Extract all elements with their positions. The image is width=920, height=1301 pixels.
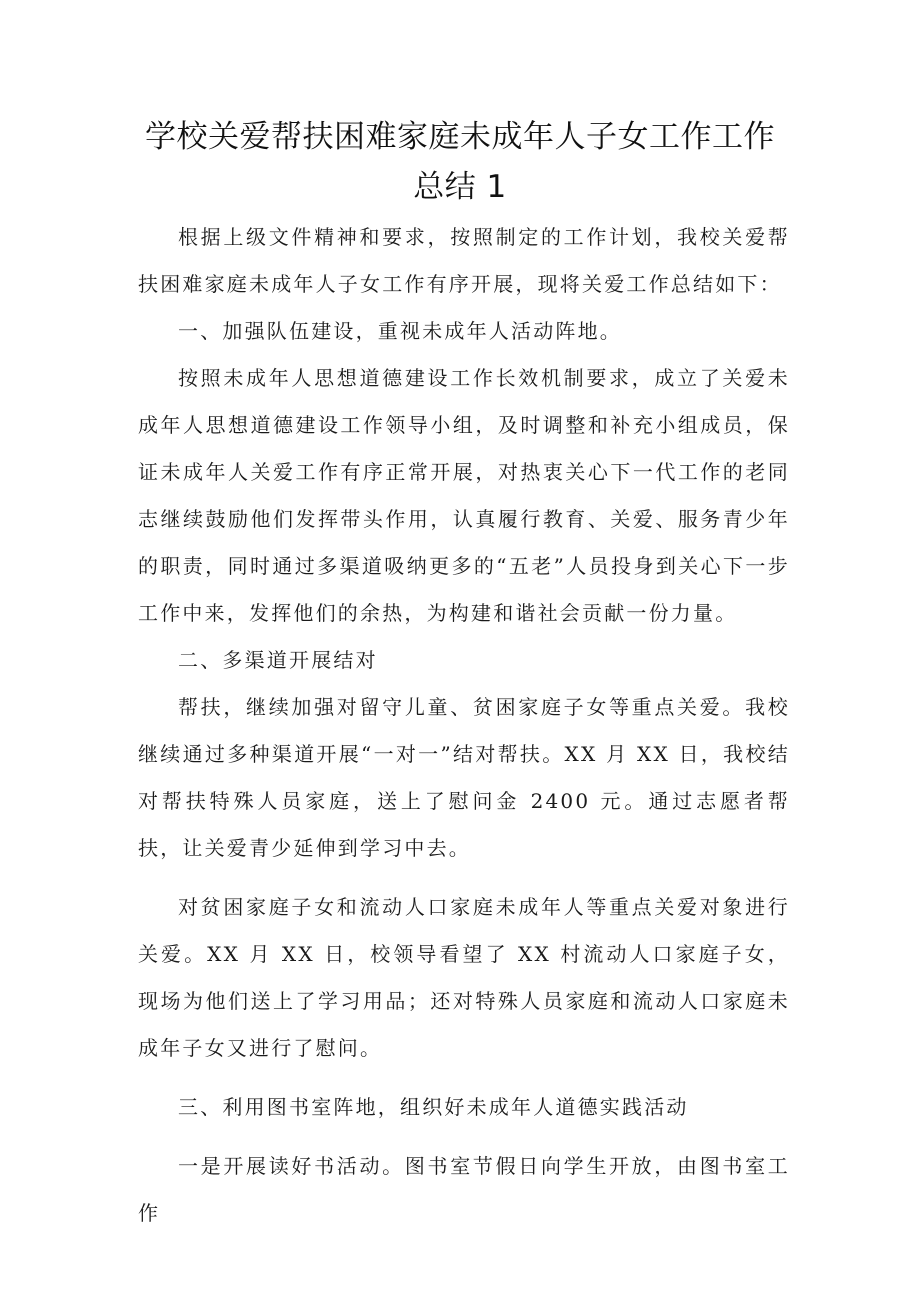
paragraph-intro: 根据上级文件精神和要求，按照制定的工作计划，我校关爱帮扶困难家庭未成年人子女工作有序开展，现将关爱工作总结如下： xyxy=(138,225,790,296)
section-heading-1: 一、加强队伍建设，重视未成年人活动阵地。 xyxy=(178,319,622,343)
document-title xyxy=(100,112,820,212)
title-line-2: 总结 1 xyxy=(413,169,507,205)
paragraph-key-care: 对贫困家庭子女和流动人口家庭未成年人等重点关爱对象进行关爱。XX 月 XX 日，校领导看望了 XX 村流动人口家庭子女，现场为他们送上了学习用品；还对特殊人员家庭和流动人口家庭未成年子女又进行了慰问。 xyxy=(138,895,790,1060)
document-body xyxy=(138,214,790,1237)
title-line-1: 学校关爱帮扶困难家庭未成年人子女工作工作 xyxy=(145,119,775,155)
section-heading-3: 三、利用图书室阵地，组织好未成年人道德实践活动 xyxy=(178,1095,689,1119)
paragraph-pairing-support: 帮扶，继续加强对留守儿童、贫困家庭子女等重点关爱。我校继续通过多种渠道开展“一对一”结对帮扶。XX 月 XX 日，我校结对帮扶特殊人员家庭，送上了慰问金 2400 元。通过志愿者帮扶，让关爱青少延伸到学习中去。 xyxy=(138,695,790,860)
paragraph-team-building: 按照未成年人思想道德建设工作长效机制要求，成立了关爱未成年人思想道德建设工作领导小组，及时调整和补充小组成员，保证未成年人关爱工作有序正常开展，对热衷关心下一代工作的老同志继续鼓励他们发挥带头作用，认真履行教育、关爱、服务青少年的职责，同时通过多渠道吸纳更多的“五老”人员投身到关心下一步工作中来，发挥他们的余热，为构建和谐社会贡献一份力量。 xyxy=(138,366,790,625)
paragraph-reading-activity: 一是开展读好书活动。图书室节假日向学生开放，由图书室工作 xyxy=(138,1154,790,1225)
section-heading-2: 二、多渠道开展结对 xyxy=(178,648,378,672)
